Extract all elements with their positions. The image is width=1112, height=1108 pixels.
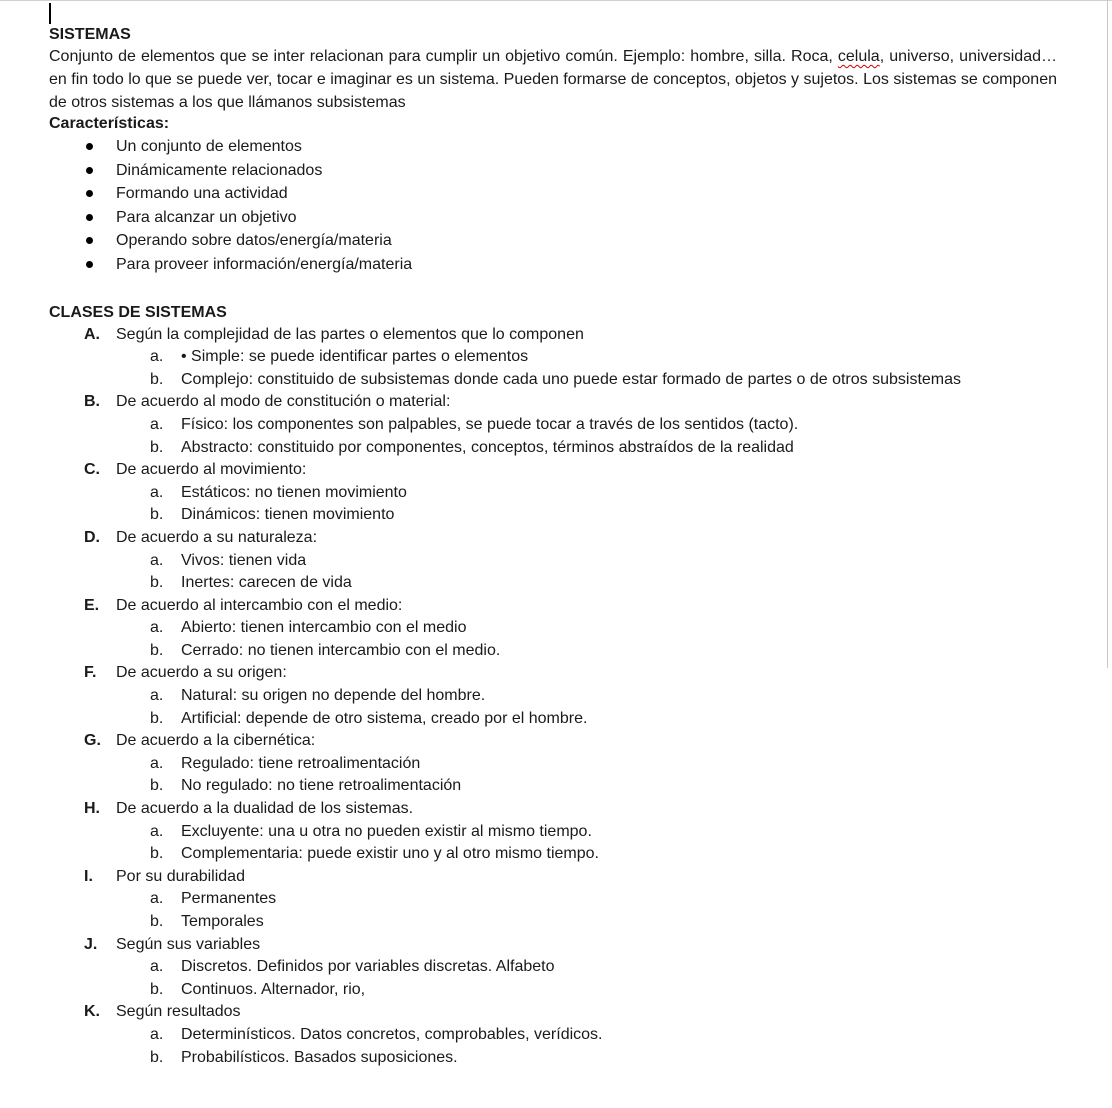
- class-subitem: [49, 346, 1057, 369]
- class-category: [49, 866, 1057, 889]
- subitem-letter: b.: [150, 1048, 164, 1066]
- class-category: [49, 459, 1057, 482]
- subitem-text: Temporales: [181, 913, 264, 930]
- category-letter: D.: [84, 528, 100, 546]
- characteristic-text: Formando una actividad: [116, 185, 288, 203]
- category-letter: H.: [84, 800, 100, 818]
- bullet-icon: [86, 237, 93, 244]
- class-category: [49, 798, 1057, 821]
- intro-paragraph: [49, 45, 1057, 114]
- category-letter: K.: [84, 1003, 100, 1021]
- class-subitem: [49, 956, 1057, 979]
- subitem-text: Excluyente: una u otra no pueden existir al mismo tiempo.: [181, 822, 592, 840]
- subitem-text: Permanentes: [181, 890, 277, 908]
- class-subitem: [49, 414, 1057, 437]
- document-page[interactable]: [49, 25, 1057, 1069]
- subitem-text: Estáticos: no tienen movimiento: [181, 483, 407, 501]
- subitem-letter: a.: [150, 754, 164, 772]
- class-subitem: [49, 979, 1057, 1002]
- class-category: [49, 324, 1057, 347]
- category-text: De acuerdo a la cibernética:: [116, 732, 316, 750]
- characteristic-item: [49, 159, 1057, 183]
- classes-title: CLASES DE SISTEMAS: [49, 303, 227, 321]
- intro-text-part1: Conjunto de elementos que se inter relacionan para cumplir un objetivo común. Ejemplo: hombre, silla. Roca,: [49, 48, 838, 65]
- subitem-letter: a.: [150, 822, 164, 840]
- subitem-text: Abierto: tienen intercambio con el medio: [181, 619, 467, 637]
- characteristic-item: [49, 182, 1057, 206]
- subitem-letter: b.: [150, 370, 164, 388]
- subitem-text: Vivos: tienen vida: [181, 551, 307, 569]
- category-letter: E.: [84, 596, 100, 614]
- class-subitem: [49, 504, 1057, 527]
- subitem-text: Complejo: constituido de subsistemas donde cada uno puede estar formado de partes o de otros subsistemas: [181, 370, 962, 388]
- subitem-letter: b.: [150, 709, 164, 727]
- characteristic-text: Dinámicamente relacionados: [116, 161, 323, 179]
- subitem-letter: a.: [150, 619, 164, 637]
- page-right-edge: [1107, 0, 1108, 668]
- category-letter: B.: [84, 393, 100, 411]
- classes-list: [49, 324, 1057, 1070]
- category-text: Según la complejidad de las partes o elementos que lo componen: [116, 325, 584, 343]
- class-subitem: [49, 888, 1057, 911]
- class-subitem: [49, 369, 1057, 392]
- subitem-text: Cerrado: no tienen intercambio con el medio.: [181, 641, 501, 659]
- class-subitem: [49, 617, 1057, 640]
- characteristic-item: [49, 206, 1057, 230]
- class-subitem: [49, 437, 1057, 460]
- subitem-letter: b.: [150, 506, 164, 524]
- category-letter: J.: [84, 935, 98, 953]
- document-heading: SISTEMAS: [49, 26, 131, 43]
- category-letter: G.: [84, 732, 101, 750]
- class-subitem: [49, 1024, 1057, 1047]
- class-category: [49, 391, 1057, 414]
- subitem-text: Probabilísticos. Basados suposiciones.: [181, 1048, 458, 1066]
- subitem-letter: a.: [150, 687, 164, 705]
- category-text: De acuerdo al intercambio con el medio:: [116, 596, 403, 614]
- subitem-text: Continuos. Alternador, rio,: [181, 980, 366, 998]
- intro-text-part2: , universo, universidad… en fin todo lo que se puede ver, tocar e imaginar es un sistema. Pueden formarse de conceptos, objetos y sujetos. Los sistemas se componen de otros sistemas a los que llámanos subsistemas: [49, 48, 1057, 111]
- category-letter: A.: [84, 325, 100, 343]
- class-category: [49, 934, 1057, 957]
- subitem-text: Determinísticos. Datos concretos, comprobables, verídicos.: [181, 1025, 603, 1043]
- characteristic-text: Operando sobre datos/energía/materia: [116, 232, 392, 250]
- subitem-text: Inertes: carecen de vida: [181, 574, 352, 592]
- subitem-letter: a.: [150, 1025, 164, 1043]
- class-subitem: [49, 753, 1057, 776]
- bullet-icon: [86, 190, 93, 197]
- subitem-letter: b.: [150, 574, 164, 592]
- characteristics-title: Características:: [49, 115, 170, 132]
- subitem-letter: b.: [150, 913, 164, 930]
- class-category: [49, 527, 1057, 550]
- subitem-letter: a.: [150, 415, 164, 433]
- class-category: [49, 1001, 1057, 1024]
- category-text: De acuerdo al movimiento:: [116, 461, 307, 479]
- subitem-letter: b.: [150, 980, 164, 998]
- subitem-letter: b.: [150, 845, 164, 863]
- subitem-letter: a.: [150, 890, 164, 908]
- class-subitem: [49, 550, 1057, 573]
- category-text: De acuerdo a la dualidad de los sistemas.: [116, 800, 414, 818]
- subitem-letter: a.: [150, 348, 164, 366]
- class-subitem: [49, 775, 1057, 798]
- class-subitem: [49, 685, 1057, 708]
- subitem-text: No regulado: no tiene retroalimentación: [181, 777, 462, 795]
- characteristic-item: [49, 229, 1057, 253]
- text-cursor: [49, 3, 51, 24]
- class-category: [49, 662, 1057, 685]
- subitem-text: Abstracto: constituido por componentes, conceptos, términos abstraídos de la realidad: [181, 438, 794, 456]
- characteristic-item: [49, 135, 1057, 159]
- category-text: De acuerdo al modo de constitución o material:: [116, 393, 451, 411]
- subitem-text: Artificial: depende de otro sistema, creado por el hombre.: [181, 709, 588, 727]
- category-text: Según sus variables: [116, 935, 261, 953]
- class-category: [49, 730, 1057, 753]
- class-subitem: [49, 708, 1057, 731]
- class-category: [49, 595, 1057, 618]
- subitem-text: Complementaria: puede existir uno y al otro mismo tiempo.: [181, 845, 599, 863]
- subitem-text: Dinámicos: tienen movimiento: [181, 506, 395, 524]
- characteristics-list: [49, 135, 1057, 277]
- subitem-text: • Simple: se puede identificar partes o elementos: [181, 348, 529, 366]
- characteristic-text: Para alcanzar un objetivo: [116, 208, 297, 226]
- bullet-icon: [86, 167, 93, 174]
- subitem-letter: a.: [150, 551, 164, 569]
- subitem-letter: b.: [150, 438, 164, 456]
- bullet-icon: [86, 261, 93, 268]
- category-text: Según resultados: [116, 1003, 241, 1021]
- category-text: De acuerdo a su origen:: [116, 664, 287, 682]
- category-letter: I.: [84, 867, 93, 885]
- subitem-letter: a.: [150, 483, 164, 501]
- class-subitem: [49, 911, 1057, 934]
- subitem-text: Natural: su origen no depende del hombre.: [181, 687, 486, 705]
- class-subitem: [49, 821, 1057, 844]
- class-subitem: [49, 482, 1057, 505]
- subitem-letter: a.: [150, 958, 164, 976]
- characteristic-text: Para proveer información/energía/materia: [116, 255, 413, 273]
- class-subitem: [49, 843, 1057, 866]
- class-subitem: [49, 640, 1057, 663]
- category-letter: F.: [84, 664, 97, 682]
- bullet-icon: [86, 143, 93, 150]
- spelling-error-word[interactable]: celula: [837, 48, 880, 65]
- subitem-text: Discretos. Definidos por variables discretas. Alfabeto: [181, 958, 555, 976]
- subitem-text: Físico: los componentes son palpables, se puede tocar a través de los sentidos (tacto).: [181, 415, 799, 433]
- page-top-edge: [0, 0, 1112, 1]
- class-subitem: [49, 572, 1057, 595]
- subitem-text: Regulado: tiene retroalimentación: [181, 754, 421, 772]
- class-subitem: [49, 1047, 1057, 1070]
- characteristic-text: Un conjunto de elementos: [116, 138, 302, 155]
- bullet-icon: [86, 214, 93, 221]
- subitem-letter: b.: [150, 777, 164, 795]
- characteristic-item: [49, 253, 1057, 277]
- category-text: De acuerdo a su naturaleza:: [116, 528, 318, 546]
- category-text: Por su durabilidad: [116, 867, 245, 885]
- category-letter: C.: [84, 461, 100, 479]
- subitem-letter: b.: [150, 641, 164, 659]
